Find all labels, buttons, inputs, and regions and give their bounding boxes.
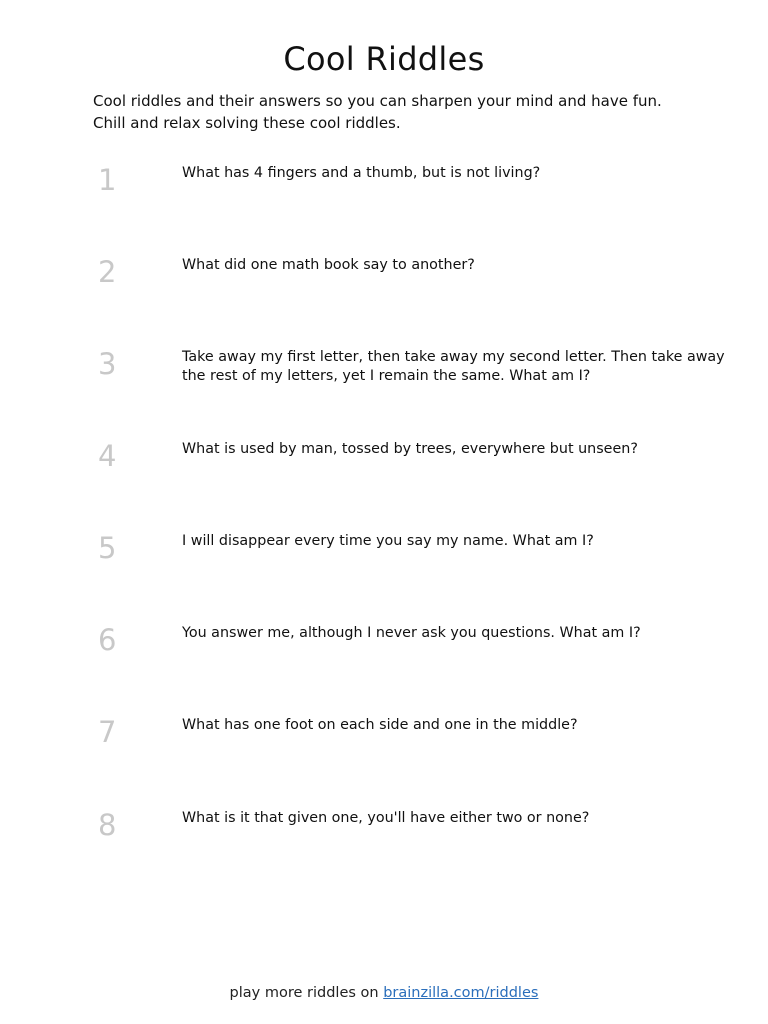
riddle-question: What has 4 fingers and a thumb, but is not living? <box>182 165 541 181</box>
riddle-question: Take away my first letter, then take away my second letter. Then take away the rest of my letters, yet I remain the same. What am I? <box>182 349 725 384</box>
riddle-number: 6 <box>98 623 117 657</box>
footer <box>0 985 768 1001</box>
riddle-number: 2 <box>98 255 117 289</box>
riddle-number: 4 <box>98 439 117 473</box>
riddle-question: What has one foot on each side and one in the middle? <box>182 717 578 733</box>
riddle-number: 1 <box>98 163 117 197</box>
riddle-number: 8 <box>98 808 117 842</box>
riddle-number: 3 <box>98 347 117 381</box>
riddle-question: What did one math book say to another? <box>182 257 475 273</box>
intro-paragraph: Cool riddles and their answers so you can sharpen your mind and have fun. Chill and relax solving these cool riddles. <box>93 92 662 132</box>
page-title: Cool Riddles <box>283 40 485 78</box>
riddle-question: What is it that given one, you'll have either two or none? <box>182 810 590 826</box>
riddle-question: I will disappear every time you say my name. What am I? <box>182 533 594 549</box>
riddle-question: What is used by man, tossed by trees, everywhere but unseen? <box>182 441 638 457</box>
footer-prefix: play more riddles on <box>229 985 379 1001</box>
riddle-number: 7 <box>98 715 117 749</box>
riddle-question: You answer me, although I never ask you questions. What am I? <box>182 625 641 641</box>
footer-link[interactable]: brainzilla.com/riddles <box>383 985 539 1001</box>
riddle-number: 5 <box>98 531 117 565</box>
